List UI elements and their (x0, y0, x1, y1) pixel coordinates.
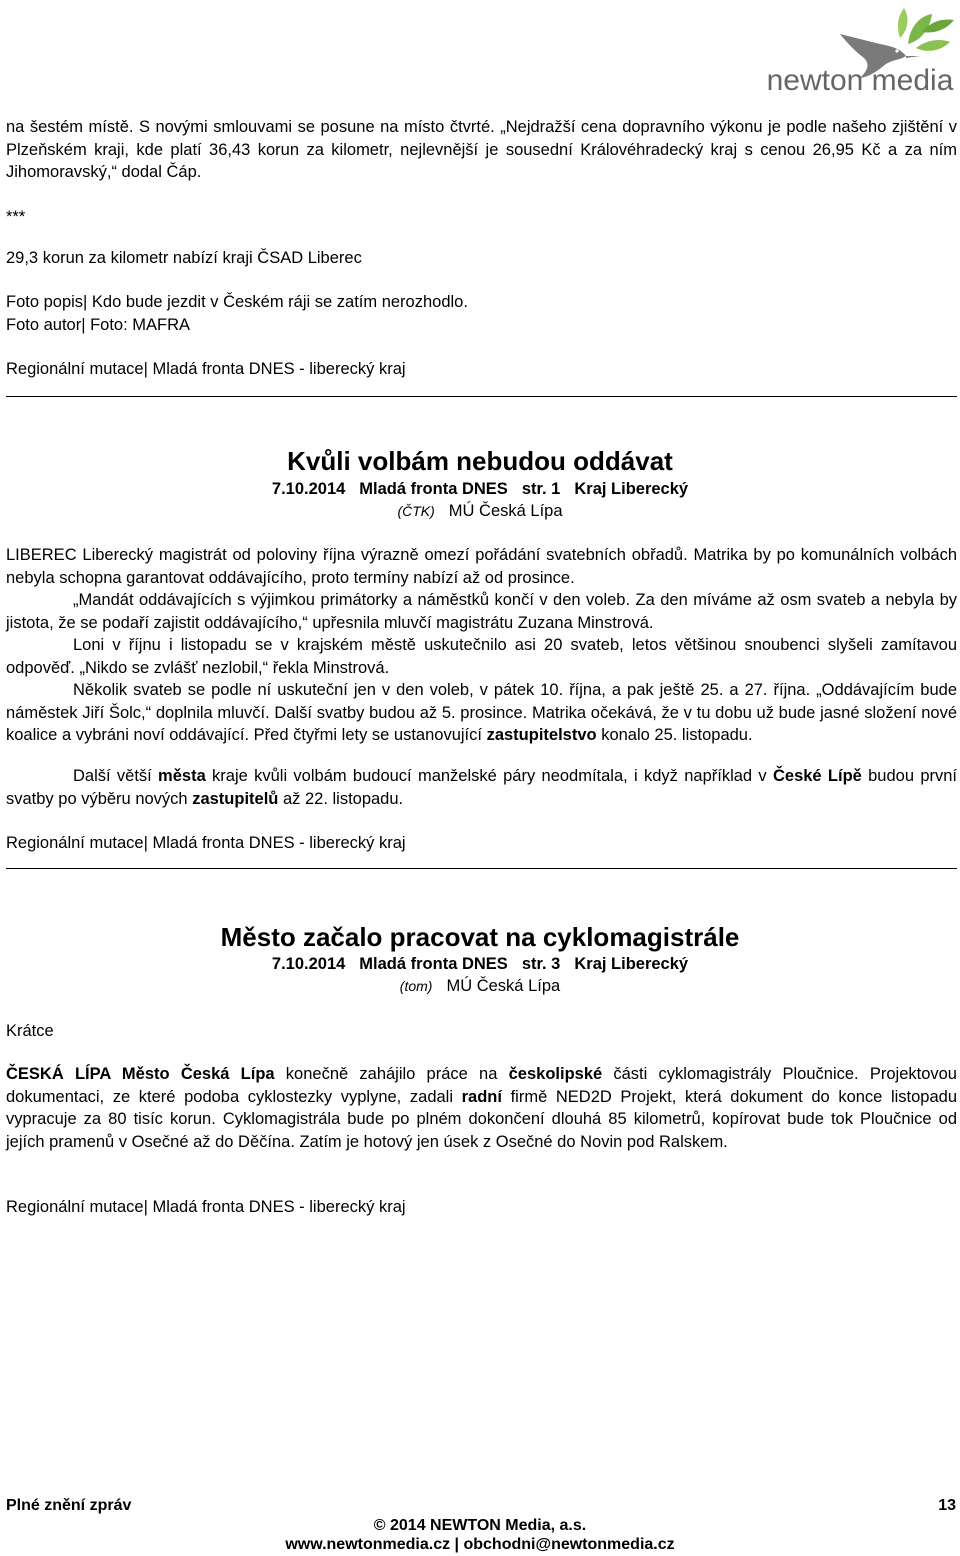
article-page: str. 3 (521, 955, 561, 973)
article-title-2: Kvůli volbám nebudou oddávat (287, 446, 673, 476)
bold-term: České Lípě (772, 767, 862, 785)
article-source: Mladá fronta DNES (359, 480, 508, 498)
article-page: str. 1 (521, 480, 561, 498)
author-name: (tom) (399, 978, 433, 994)
article-2-paragraph-5: Další větší města kraje kvůli volbám budoucí manželské páry neodmítala, i když například v České Lípě budou první svatby po výběru nových zastupitelů až 22. listopadu. (6, 767, 957, 808)
regional-mutation-3: Regionální mutace| Mladá fronta DNES - liberecký kraj (6, 1198, 406, 1216)
bold-term: města (158, 767, 206, 785)
footer-copyright: © 2014 NEWTON Media, a.s. (373, 1517, 587, 1534)
author-location: MÚ Česká Lípa (448, 502, 563, 520)
separator-stars: *** (6, 208, 26, 226)
article-source: Mladá fronta DNES (359, 955, 508, 973)
author-name: (ČTK) (397, 503, 435, 519)
article-title-3: Město začalo pracovat na cyklomagistrále (220, 922, 740, 952)
photo-caption: Foto popis| Kdo bude jezdit v Českém ráji se zatím nerozhodlo. (6, 293, 468, 311)
page-number: 13 (938, 1497, 956, 1514)
subheading: 29,3 korun za kilometr nabízí kraji ČSAD Liberec (6, 249, 362, 267)
article-continued-paragraph: na šestém místě. S novými smlouvami se posune na místo čtvrté. „Nejdražší cena dopravního výkonu je podle našeho zjištění v Plzeňském kraji, kde platí 36,43 korun za kilometr, nejlevnější je sousední Královéhradecký kraj s cenou 26,95 Kč a za ním Jihomoravský,“ dodal Čáp. (6, 118, 957, 181)
article-meta-2 (0, 478, 960, 500)
article-category: Krátce (6, 1022, 54, 1040)
article-2-paragraph-1: LIBEREC Liberecký magistrát od poloviny října výrazně omezí pořádání svatebních obřadů. Matrika by po komunálních volbách nebyla schopna garantovat oddávajícího, proto termíny nabízí až od prosince. (6, 546, 957, 587)
article-2-paragraph-2: „Mandát oddávajících s výjimkou primátorky a náměstků končí v den voleb. Za den míváme až osm svateb a nebyla by jistota, že se podaří zajistit oddávajícího,“ upřesnila mluvčí magistrátu Zuzana Minstrová. (6, 591, 957, 632)
footer-left: Plné znění zpráv (6, 1497, 132, 1514)
photo-author: Foto autor| Foto: MAFRA (6, 316, 191, 334)
article-author-3 (0, 975, 960, 997)
author-location: MÚ Česká Lípa (446, 977, 561, 995)
logo-text: newton media (766, 64, 954, 97)
bold-term: zastupitelů (192, 789, 279, 808)
divider-line (6, 868, 957, 869)
article-section: Kraj Liberecký (574, 955, 689, 973)
article-author-2 (0, 500, 960, 522)
divider-line (6, 396, 957, 397)
article-date: 7.10.2014 (271, 480, 346, 498)
bold-term: zastupitelstvo (486, 726, 597, 744)
newton-media-logo (760, 4, 960, 98)
hummingbird-logo-icon (760, 4, 960, 98)
regional-mutation-1: Regionální mutace| Mladá fronta DNES - liberecký kraj (6, 360, 406, 378)
article-2-paragraph-4: Několik svateb se podle ní uskuteční jen v den voleb, v pátek 10. října, a pak ještě 25. a 27. října. „Oddávajícím bude náměstek Jiří Šolc,“ doplnila mluvčí. Další svatby budou až 5. prosince. Matrika očekává, že v tu dobu už bude jasné složení nové koalice a vybráni noví oddávající. Před čtyřmi lety se ustanovující zastupitelstvo konalo 25. listopadu. (6, 681, 957, 744)
article-3-body: ČESKÁ LÍPA Město Česká Lípa konečně zahájilo práce na českolipské části cyklomagistrály Ploučnice. Projektovou dokumentaci, ze které podoba cyklostezky vyplyne, zadali radní firmě NED2D Projekt, která dokument do konce listopadu vypracuje za 80 tisíc korun. Cyklomagistrála bude po plném dokončení dlouhá 85 kilometrů, kopírovat bude tok Ploučnice od jejích pramenů v Osečné až do Děčína. Zatím je hotový jen úsek z Osečné do Novin pod Ralskem. (6, 1065, 958, 1151)
footer-contacts: www.newtonmedia.cz | obchodni@newtonmedia.cz (285, 1536, 675, 1553)
regional-mutation-2: Regionální mutace| Mladá fronta DNES - liberecký kraj (6, 834, 406, 852)
article-date: 7.10.2014 (271, 955, 346, 973)
article-meta-3 (0, 953, 960, 975)
article-2-paragraph-3: Loni v říjnu i listopadu se v krajském městě uskutečnilo asi 20 svateb, letos většinou snoubenci slyšeli zamítavou odpověď. „Nikdo se zvlášť nezlobil,“ řekla Minstrová. (6, 636, 957, 677)
article-section: Kraj Liberecký (574, 480, 689, 498)
